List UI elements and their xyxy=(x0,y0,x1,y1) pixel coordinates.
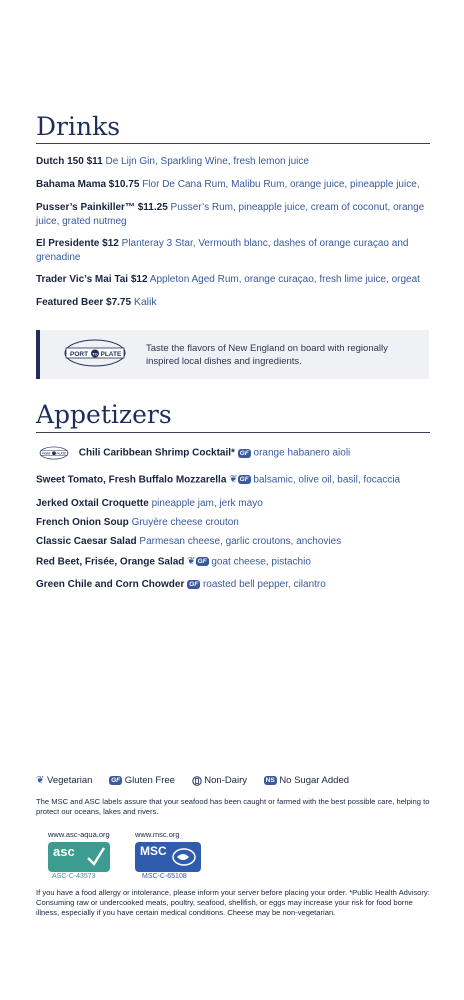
appetizer-item xyxy=(36,555,432,569)
appetizer-name: Jerked Oxtail Croquette xyxy=(36,498,149,509)
msc-logo xyxy=(135,842,201,872)
drink-name: Dutch 150 $11 xyxy=(36,156,103,167)
msc-logo-text: MSC xyxy=(140,844,167,858)
callout-accent-bar xyxy=(36,330,40,379)
msc-fish-icon xyxy=(171,847,197,867)
appetizer-desc: pineapple jam, jerk mayo xyxy=(151,498,263,509)
drink-item xyxy=(36,296,432,310)
asc-check-icon xyxy=(86,846,106,868)
appetizer-name: French Onion Soup xyxy=(36,517,129,528)
asc-logo-text: asc xyxy=(53,844,75,859)
gluten-free-icon: GF xyxy=(197,558,207,566)
gluten-free-icon: GF xyxy=(239,476,249,484)
drink-name: Featured Beer $7.75 xyxy=(36,297,132,308)
drink-desc: Appleton Aged Rum, orange curaçao, fresh lime juice, orgeat xyxy=(149,274,420,285)
appetizer-name: Green Chile and Corn Chowder xyxy=(36,579,185,590)
msc-url: www.msc.org xyxy=(135,830,180,839)
logo-text-port: PORT xyxy=(70,351,89,358)
gluten-free-icon: GF xyxy=(189,580,199,588)
drink-desc: De Lijn Gin, Sparkling Wine, fresh lemon juice xyxy=(105,156,309,167)
appetizer-desc: balsamic, olive oil, basil, focaccia xyxy=(253,474,401,486)
appetizer-desc: Gruyère cheese crouton xyxy=(131,517,239,528)
port-to-plate-text: Taste the flavors of New England on board with regionally inspired local dishes and ingredients. xyxy=(146,343,388,367)
appetizer-item xyxy=(36,473,432,487)
vegetarian-icon: ❦ xyxy=(229,474,238,485)
legend-no-sugar-label: No Sugar Added xyxy=(279,775,350,787)
appetizer-item xyxy=(36,446,432,460)
appetizer-name: Chili Caribbean Shrimp Cocktail* xyxy=(78,447,235,459)
small-logo-text-port: PORT xyxy=(42,451,51,456)
gluten-free-icon: GF xyxy=(111,777,121,784)
no-sugar-icon: NS xyxy=(265,777,275,784)
drinks-divider xyxy=(36,143,430,144)
appetizer-name: Red Beet, Frisée, Orange Salad xyxy=(36,556,185,568)
asc-logo xyxy=(48,842,110,872)
drink-item xyxy=(36,178,432,192)
legend-vegetarian-label: Vegetarian xyxy=(47,775,93,787)
drink-name: Bahama Mama $10.75 xyxy=(36,179,140,190)
drink-name: El Presidente $12 xyxy=(36,238,119,249)
drink-item xyxy=(36,201,432,228)
appetizer-item xyxy=(36,578,432,592)
non-dairy-icon xyxy=(192,776,202,786)
appetizer-name: Sweet Tomato, Fresh Buffalo Mozzarella xyxy=(36,474,227,486)
appetizer-desc: Parmesan cheese, garlic croutons, anchovies xyxy=(139,536,342,547)
drink-item xyxy=(36,155,432,169)
drink-desc: Pusser’s Rum, pineapple juice, cream of coconut, orange juice, grated nutmeg xyxy=(36,202,425,227)
asc-code: ASC-C-43573 xyxy=(52,873,96,880)
drinks-heading: Drinks xyxy=(36,112,121,141)
appetizers-heading: Appetizers xyxy=(36,400,172,429)
legend-non-dairy xyxy=(192,775,247,786)
legend-vegetarian xyxy=(36,775,92,786)
legend-gluten-free-label: Gluten Free xyxy=(124,775,175,787)
vegetarian-icon: ❦ xyxy=(36,775,45,786)
drink-item xyxy=(36,273,432,287)
appetizer-item xyxy=(36,516,432,530)
logo-text-to: TO xyxy=(92,351,98,357)
port-to-plate-small-icon xyxy=(36,446,72,460)
drink-desc: Kalik xyxy=(133,296,157,308)
asc-url: www.asc-aqua.org xyxy=(48,830,110,839)
drink-item xyxy=(36,237,432,264)
small-logo-text-plate: PLATE xyxy=(56,451,67,456)
msc-asc-note: The MSC and ASC labels assure that your seafood has been caught or farmed with the best possible care, helping to protect our oceans, lakes and rivers. xyxy=(36,797,430,816)
drink-desc: Flor De Cana Rum, Malibu Rum, orange juice, pineapple juice, xyxy=(142,179,420,190)
legend-gluten-free xyxy=(109,775,175,786)
vegetarian-icon: ❦ xyxy=(187,556,196,567)
appetizers-divider xyxy=(36,432,430,433)
appetizer-desc: roasted bell pepper, cilantro xyxy=(202,579,326,590)
port-to-plate-callout xyxy=(36,330,429,379)
appetizer-desc: orange habanero aioli xyxy=(253,447,351,459)
gluten-free-icon: GF xyxy=(239,449,249,457)
logo-text-plate: PLATE xyxy=(100,351,122,358)
port-to-plate-logo xyxy=(62,338,128,368)
appetizer-item xyxy=(36,535,432,549)
msc-code: MSC-C-65108 xyxy=(142,873,187,880)
allergy-footnote: If you have a food allergy or intolerance, please inform your server before placing your order. *Public Health Advisory: Consuming raw or undercooked meats, poultry, seafood, shellfish, or eggs may increase your risk for food borne illness, especially if you have certain medical conditions. Cheese may be non-vegetarian. xyxy=(36,888,430,917)
appetizer-item xyxy=(36,497,432,511)
legend-no-sugar xyxy=(264,775,349,786)
appetizer-desc: goat cheese, pistachio xyxy=(211,556,311,568)
drink-desc: Planteray 3 Star, Vermouth blanc, dashes of orange curaçao and grenadine xyxy=(36,238,409,263)
appetizer-name: Classic Caesar Salad xyxy=(36,536,137,547)
drink-name: Trader Vic’s Mai Tai $12 xyxy=(36,274,148,285)
dietary-legend xyxy=(36,775,363,786)
drink-name: Pusser’s Painkiller™ $11.25 xyxy=(36,202,168,213)
legend-non-dairy-label: Non-Dairy xyxy=(204,775,247,787)
